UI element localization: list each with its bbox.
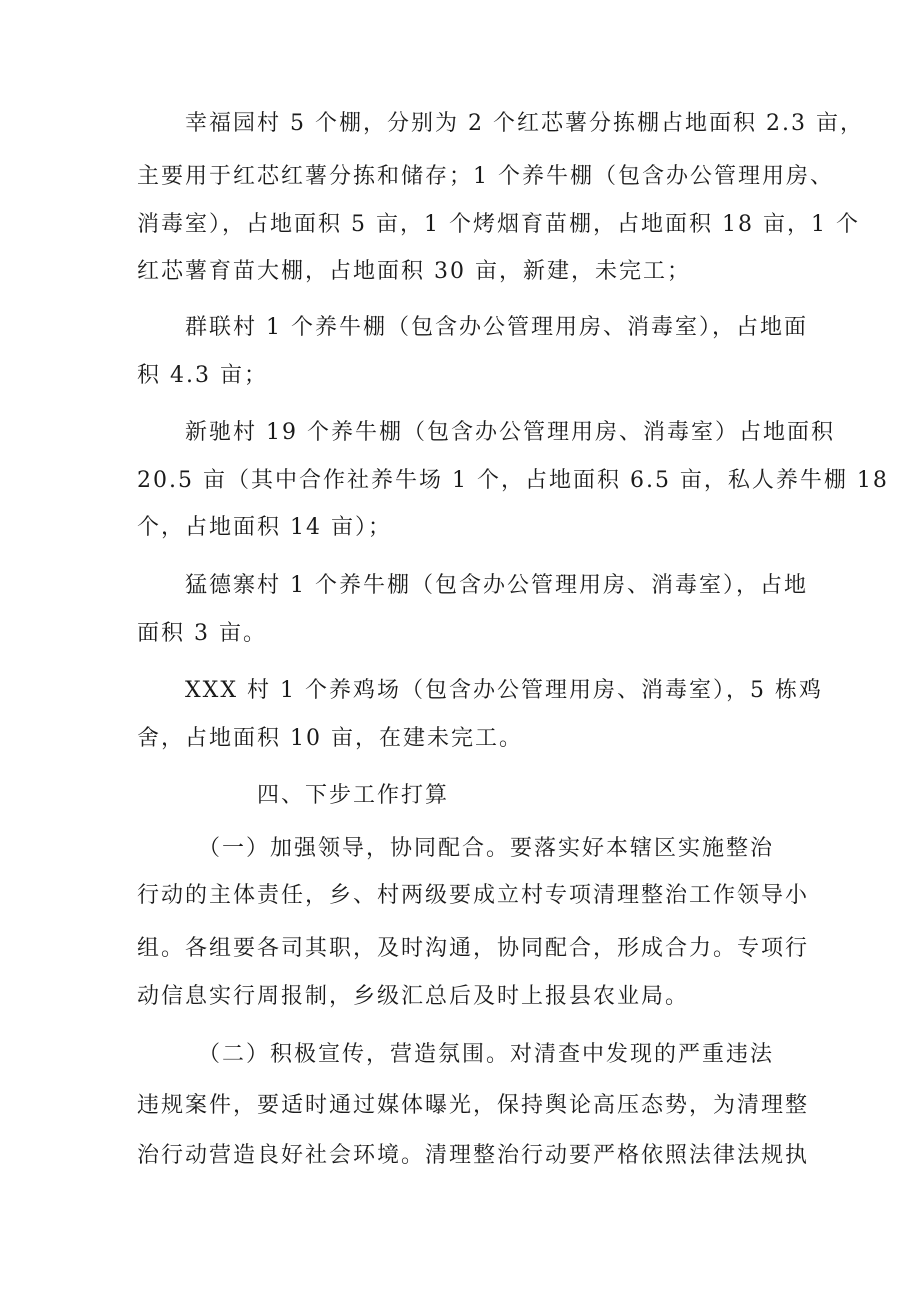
- paragraph-xingfuyuan-line-4: 红芯薯育苗大棚，占地面积 30 亩，新建，未完工；: [137, 259, 691, 284]
- paragraph-item2-line-3: 治行动营造良好社会环境。清理整治行动要严格依照法律法规执: [137, 1143, 810, 1168]
- paragraph-item1-line-1: （一）加强领导，协同配合。要落实好本辖区实施整治: [137, 836, 775, 861]
- paragraph-item2-line-1: （二）积极宣传，营造氛围。对清查中发现的严重违法: [137, 1042, 775, 1067]
- paragraph-xxx-line-1: XXX 村 1 个养鸡场（包含办公管理用房、消毒室），5 栋鸡: [137, 678, 823, 703]
- section-heading-next-steps: 四、下步工作打算: [137, 783, 450, 808]
- paragraph-xxx-line-2: 舍，占地面积 10 亩，在建未完工。: [137, 726, 523, 751]
- paragraph-item1-line-2: 行动的主体责任，乡、村两级要成立村专项清理整治工作领导小: [137, 883, 810, 908]
- paragraph-mengdezhai-line-1: 猛德寨村 1 个养牛棚（包含办公管理用房、消毒室），占地: [137, 573, 808, 598]
- paragraph-xingfuyuan-line-3: 消毒室），占地面积 5 亩，1 个烤烟育苗棚，占地面积 18 亩，1 个: [137, 212, 860, 237]
- paragraph-xinchi-line-3: 个，占地面积 14 亩）；: [137, 515, 392, 540]
- paragraph-mengdezhai-line-2: 面积 3 亩。: [137, 621, 267, 646]
- paragraph-qunlian-line-1: 群联村 1 个养牛棚（包含办公管理用房、消毒室），占地面: [137, 315, 808, 340]
- paragraph-xinchi-line-1: 新驰村 19 个养牛棚（包含办公管理用房、消毒室）占地面积: [137, 420, 835, 445]
- paragraph-xinchi-line-2: 20.5 亩（其中合作社养牛场 1 个，占地面积 6.5 亩，私人养牛棚 18: [137, 468, 889, 493]
- paragraph-item1-line-4: 动信息实行周报制，乡级汇总后及时上报县农业局。: [137, 984, 690, 1009]
- paragraph-item1-line-3: 组。各组要各司其职，及时沟通，协同配合，形成合力。专项行: [137, 936, 810, 961]
- paragraph-xingfuyuan-line-2: 主要用于红芯红薯分拣和储存；1 个养牛棚（包含办公管理用房、: [137, 164, 834, 189]
- paragraph-xingfuyuan-line-1: 幸福园村 5 个棚，分别为 2 个红芯薯分拣棚占地面积 2.3 亩，: [137, 111, 864, 136]
- paragraph-item2-line-2: 违规案件，要适时通过媒体曝光，保持舆论高压态势，为清理整: [137, 1093, 810, 1118]
- paragraph-qunlian-line-2: 积 4.3 亩；: [137, 363, 268, 388]
